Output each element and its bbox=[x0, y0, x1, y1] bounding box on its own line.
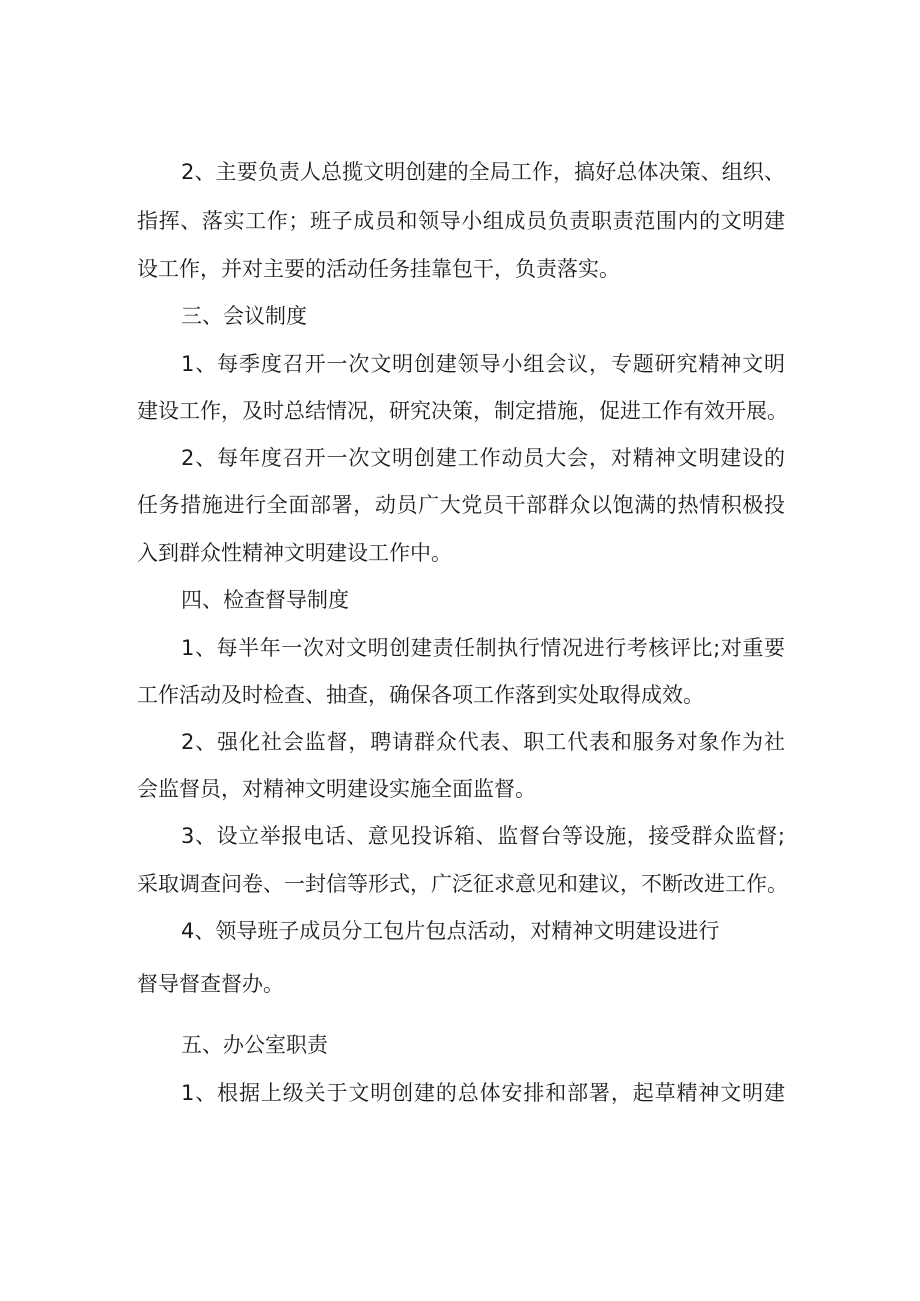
section-heading: 三、会议制度 bbox=[181, 304, 307, 328]
paragraph-line: 2、强化社会监督，聘请群众代表、职工代表和服务对象作为社 bbox=[181, 730, 785, 754]
paragraph-line: 建设工作，及时总结情况，研究决策，制定措施，促进工作有效开展。 bbox=[137, 399, 788, 423]
paragraph-line: 任务措施进行全面部署，动员广大党员干部群众以饱满的热情积极投 bbox=[137, 493, 785, 517]
paragraph-line: 督导督查督办。 bbox=[137, 972, 284, 996]
paragraph-line: 4、领导班子成员分工包片包点活动，对精神文明建设进行 bbox=[181, 919, 720, 943]
paragraph-line: 2、主要负责人总揽文明创建的全局工作，搞好总体决策、组织、 bbox=[181, 160, 785, 184]
paragraph-line: 指挥、落实工作；班子成员和领导小组成员负责职责范围内的文明建 bbox=[137, 209, 785, 233]
paragraph-line: 1、每季度召开一次文明创建领导小组会议，专题研究精神文明 bbox=[181, 352, 785, 376]
paragraph-line: 入到群众性精神文明建设工作中。 bbox=[137, 541, 452, 565]
paragraph-line: 1、根据上级关于文明创建的总体安排和部署，起草精神文明建 bbox=[181, 1081, 785, 1105]
paragraph-line: 设工作，并对主要的活动任务挂靠包干，负责落实。 bbox=[137, 257, 620, 281]
paragraph-line: 3、设立举报电话、意见投诉箱、监督台等设施，接受群众监督; bbox=[181, 824, 785, 848]
paragraph-line: 采取调查问卷、一封信等形式，广泛征求意见和建议，不断改进工作。 bbox=[137, 872, 788, 896]
section-heading: 四、检查督导制度 bbox=[181, 588, 349, 612]
paragraph-line: 2、每年度召开一次文明创建工作动员大会，对精神文明建设的 bbox=[181, 446, 785, 470]
paragraph-line: 会监督员，对精神文明建设实施全面监督。 bbox=[137, 777, 536, 801]
paragraph-line: 1、每半年一次对文明创建责任制执行情况进行考核评比;对重要 bbox=[181, 636, 785, 660]
paragraph-line: 工作活动及时检查、抽查，确保各项工作落到实处取得成效。 bbox=[137, 683, 704, 707]
section-heading: 五、办公室职责 bbox=[181, 1033, 328, 1057]
